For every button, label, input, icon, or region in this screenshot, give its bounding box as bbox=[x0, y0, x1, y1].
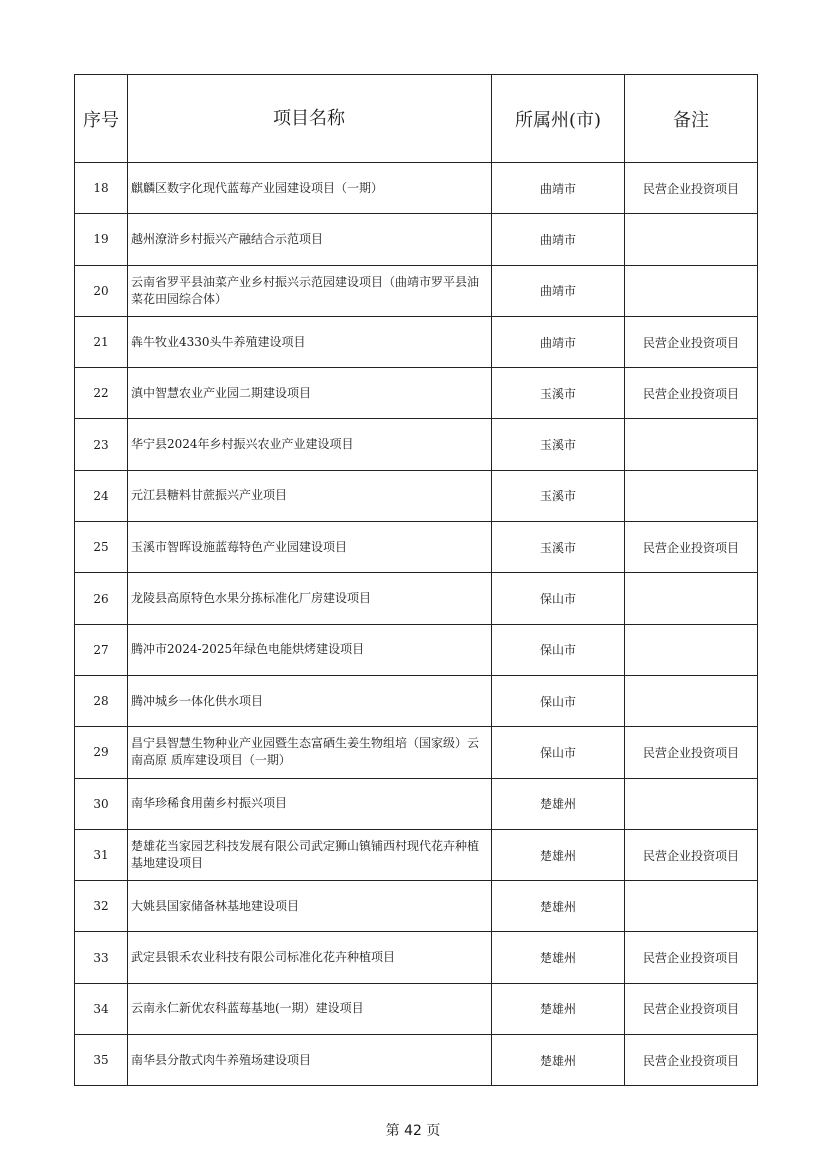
row-city: 楚雄州 bbox=[492, 932, 625, 983]
row-project-name: 南华珍稀食用菌乡村振兴项目 bbox=[128, 778, 492, 829]
row-index: 18 bbox=[75, 163, 128, 214]
row-city: 曲靖市 bbox=[492, 163, 625, 214]
table-row bbox=[75, 163, 758, 214]
table-row bbox=[75, 983, 758, 1034]
row-project-name: 滇中智慧农业产业园二期建设项目 bbox=[128, 368, 492, 419]
row-project-name: 昌宁县智慧生物种业产业园暨生态富硒生姜生物组培（国家级）云南高原 质库建设项目（一期） bbox=[128, 727, 492, 778]
row-city: 曲靖市 bbox=[492, 316, 625, 367]
row-note: 民营企业投资项目 bbox=[625, 163, 758, 214]
row-note bbox=[625, 573, 758, 624]
row-index: 19 bbox=[75, 214, 128, 265]
row-project-name: 华宁县2024年乡村振兴农业产业建设项目 bbox=[128, 419, 492, 470]
row-project-name: 玉溪市智晖设施蓝莓特色产业园建设项目 bbox=[128, 522, 492, 573]
row-city: 玉溪市 bbox=[492, 368, 625, 419]
row-city: 曲靖市 bbox=[492, 214, 625, 265]
header-project-name: 项目名称 bbox=[128, 75, 492, 163]
page-number: 第 42 页 bbox=[385, 1123, 441, 1139]
row-project-name: 武定县银禾农业科技有限公司标准化花卉种植项目 bbox=[128, 932, 492, 983]
table-row bbox=[75, 932, 758, 983]
table-row bbox=[75, 265, 758, 316]
table-row bbox=[75, 727, 758, 778]
row-note bbox=[625, 419, 758, 470]
header-note: 备注 bbox=[625, 75, 758, 163]
row-city: 楚雄州 bbox=[492, 778, 625, 829]
row-project-name: 麒麟区数字化现代蓝莓产业园建设项目（一期） bbox=[128, 163, 492, 214]
header-city: 所属州(市) bbox=[492, 75, 625, 163]
row-city: 楚雄州 bbox=[492, 983, 625, 1034]
table-body bbox=[75, 163, 758, 1086]
table-row bbox=[75, 573, 758, 624]
row-note: 民营企业投资项目 bbox=[625, 368, 758, 419]
table-row bbox=[75, 316, 758, 367]
row-index: 27 bbox=[75, 624, 128, 675]
table-row bbox=[75, 881, 758, 932]
project-table bbox=[74, 74, 758, 1086]
row-city: 楚雄州 bbox=[492, 829, 625, 880]
row-project-name: 楚雄花当家园艺科技发展有限公司武定狮山镇铺西村现代花卉种植基地建设项目 bbox=[128, 829, 492, 880]
table-header-row bbox=[75, 75, 758, 163]
row-index: 24 bbox=[75, 470, 128, 521]
table-row bbox=[75, 368, 758, 419]
row-project-name: 大姚县国家储备林基地建设项目 bbox=[128, 881, 492, 932]
row-index: 22 bbox=[75, 368, 128, 419]
row-city: 玉溪市 bbox=[492, 419, 625, 470]
row-index: 23 bbox=[75, 419, 128, 470]
table-row bbox=[75, 522, 758, 573]
row-city: 曲靖市 bbox=[492, 265, 625, 316]
row-city: 保山市 bbox=[492, 573, 625, 624]
row-index: 25 bbox=[75, 522, 128, 573]
row-index: 20 bbox=[75, 265, 128, 316]
table-row bbox=[75, 419, 758, 470]
row-note: 民营企业投资项目 bbox=[625, 727, 758, 778]
table-row bbox=[75, 829, 758, 880]
row-note: 民营企业投资项目 bbox=[625, 522, 758, 573]
row-project-name: 犇牛牧业4330头牛养殖建设项目 bbox=[128, 316, 492, 367]
row-index: 33 bbox=[75, 932, 128, 983]
row-index: 34 bbox=[75, 983, 128, 1034]
row-city: 玉溪市 bbox=[492, 522, 625, 573]
row-project-name: 腾冲城乡一体化供水项目 bbox=[128, 675, 492, 726]
row-project-name: 越州潦浒乡村振兴产融结合示范项目 bbox=[128, 214, 492, 265]
row-index: 31 bbox=[75, 829, 128, 880]
row-note bbox=[625, 214, 758, 265]
row-note: 民营企业投资项目 bbox=[625, 1035, 758, 1086]
row-index: 29 bbox=[75, 727, 128, 778]
row-note bbox=[625, 470, 758, 521]
row-project-name: 龙陵县高原特色水果分拣标准化厂房建设项目 bbox=[128, 573, 492, 624]
row-city: 保山市 bbox=[492, 675, 625, 726]
table-row bbox=[75, 778, 758, 829]
table-row bbox=[75, 214, 758, 265]
row-city: 楚雄州 bbox=[492, 881, 625, 932]
row-city: 楚雄州 bbox=[492, 1035, 625, 1086]
row-city: 保山市 bbox=[492, 727, 625, 778]
table-row bbox=[75, 470, 758, 521]
row-city: 保山市 bbox=[492, 624, 625, 675]
row-index: 35 bbox=[75, 1035, 128, 1086]
row-note bbox=[625, 675, 758, 726]
row-project-name: 腾冲市2024-2025年绿色电能烘烤建设项目 bbox=[128, 624, 492, 675]
row-index: 21 bbox=[75, 316, 128, 367]
table-row bbox=[75, 624, 758, 675]
row-note: 民营企业投资项目 bbox=[625, 983, 758, 1034]
row-note bbox=[625, 778, 758, 829]
row-project-name: 南华县分散式肉牛养殖场建设项目 bbox=[128, 1035, 492, 1086]
row-note: 民营企业投资项目 bbox=[625, 932, 758, 983]
row-index: 28 bbox=[75, 675, 128, 726]
row-note bbox=[625, 624, 758, 675]
row-project-name: 云南省罗平县油菜产业乡村振兴示范园建设项目（曲靖市罗平县油菜花田园综合体） bbox=[128, 265, 492, 316]
header-index: 序号 bbox=[75, 75, 128, 163]
row-city: 玉溪市 bbox=[492, 470, 625, 521]
row-note: 民营企业投资项目 bbox=[625, 829, 758, 880]
row-index: 30 bbox=[75, 778, 128, 829]
row-note bbox=[625, 881, 758, 932]
table-row bbox=[75, 675, 758, 726]
table-row bbox=[75, 1035, 758, 1086]
row-index: 32 bbox=[75, 881, 128, 932]
row-index: 26 bbox=[75, 573, 128, 624]
row-note: 民营企业投资项目 bbox=[625, 316, 758, 367]
row-project-name: 云南永仁新优农科蓝莓基地(一期）建设项目 bbox=[128, 983, 492, 1034]
row-note bbox=[625, 265, 758, 316]
row-project-name: 元江县糖料甘蔗振兴产业项目 bbox=[128, 470, 492, 521]
